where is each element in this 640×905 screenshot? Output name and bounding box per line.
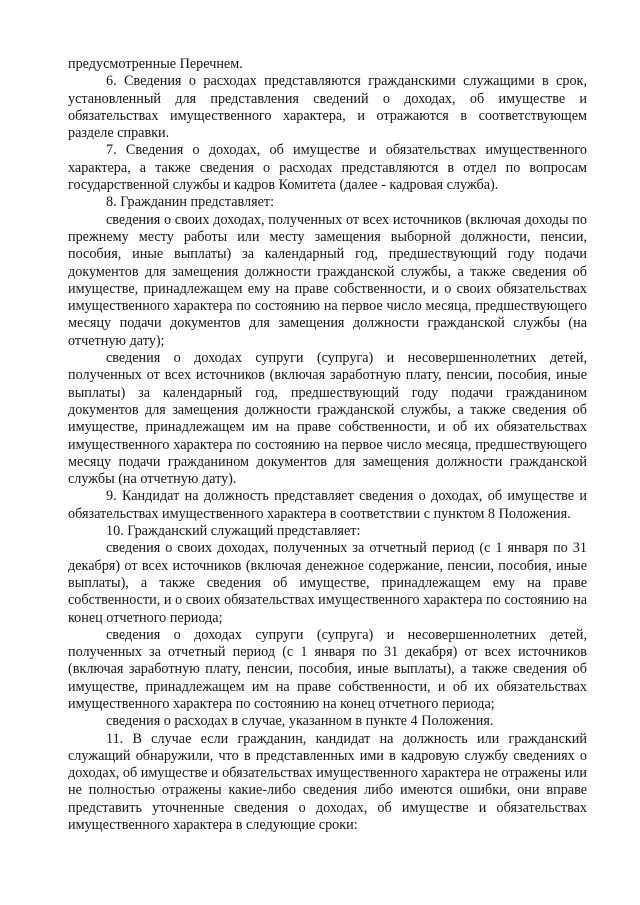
paragraph-item-10-expenses: сведения о расходах в случае, указанном в пункте 4 Положения.	[106, 713, 494, 730]
paragraph-continuation: предусмотренные Перечнем.	[68, 56, 243, 72]
paragraph-item-10-family-income: сведения о доходах супруги (супруга) и несовершеннолетних детей, полученных за отчетный период (с 1 января по 31 декабря) от всех источников (включая заработную плату, пенсии, пособия, иные выплаты), а также сведения об имуществе, принадлежащем им на праве собственности, и об их обязательствах имущественного характера по состоянию на конец отчетного периода;	[68, 626, 587, 712]
paragraph-item-8: 8. Гражданин представляет:	[106, 194, 275, 211]
paragraph-item-10-own-income: сведения о своих доходах, полученных за отчетный период (с 1 января по 31 декабря) от всех источников (включая денежное содержание, пенсии, пособия, иные выплаты), а также сведения об имуществе, принадлежащем ему на праве собственности, и о своих обязательствах имущественного характера по состоянию на конец отчетного периода;	[68, 540, 587, 626]
paragraph-item-11: 11. В случае если гражданин, кандидат на должность или гражданский служащий обнаружили, что в представленных ими в кадровую службу сведениях о доходах, об имуществе и обязательствах имущественного характера не отражены или не полностью отражены какие-либо сведения либо имеются ошибки, они вправе представить уточненные сведения о доходах, об имуществе и обязательствах имущественного характера в следующие сроки:	[68, 730, 587, 834]
paragraph-item-6: 6. Сведения о расходах представляются гражданскими служащими в срок, установленный для представления сведений о доходах, об имуществе и обязательствах имущественного характера, и отражаются в соответствующем разделе справки.	[68, 73, 587, 142]
paragraph-item-7: 7. Сведения о доходах, об имуществе и обязательствах имущественного характера, а также сведения о расходах представляются в отдел по вопросам государственной службы и кадров Комитета (далее - кадровая служба).	[68, 142, 587, 194]
paragraph-item-10: 10. Гражданский служащий представляет:	[106, 523, 361, 540]
paragraph-item-8-family-income: сведения о доходах супруги (супруга) и несовершеннолетних детей, полученных от всех источников (включая заработную плату, пенсии, пособия, иные выплаты) за календарный год, предшествующий году подачи гражданином документов для замещения должности гражданской службы, а также сведения об имуществе, принадлежащем им на праве собственности, и об их обязательствах имущественного характера по состоянию на первое число месяца, предшествующего месяцу подачи гражданином документов для замещения должности гражданской службы (на отчетную дату).	[68, 350, 587, 488]
paragraph-item-8-own-income: сведения о своих доходах, полученных от всех источников (включая доходы по прежнему месту работы или месту замещения выборной должности, пенсии, пособия, иные выплаты) за календарный год, предшествующий году подачи документов для замещения должности гражданской службы, а также сведения об имуществе, принадлежащем ему на праве собственности, и о своих обязательствах имущественного характера по состоянию на первое число месяца, предшествующего месяцу подачи документов для замещения должности гражданской службы (на отчетную дату);	[68, 211, 587, 349]
document-body	[68, 56, 587, 834]
paragraph-item-9: 9. Кандидат на должность представляет сведения о доходах, об имуществе и обязательствах имущественного характера в соответствии с пунктом 8 Положения.	[68, 488, 587, 522]
